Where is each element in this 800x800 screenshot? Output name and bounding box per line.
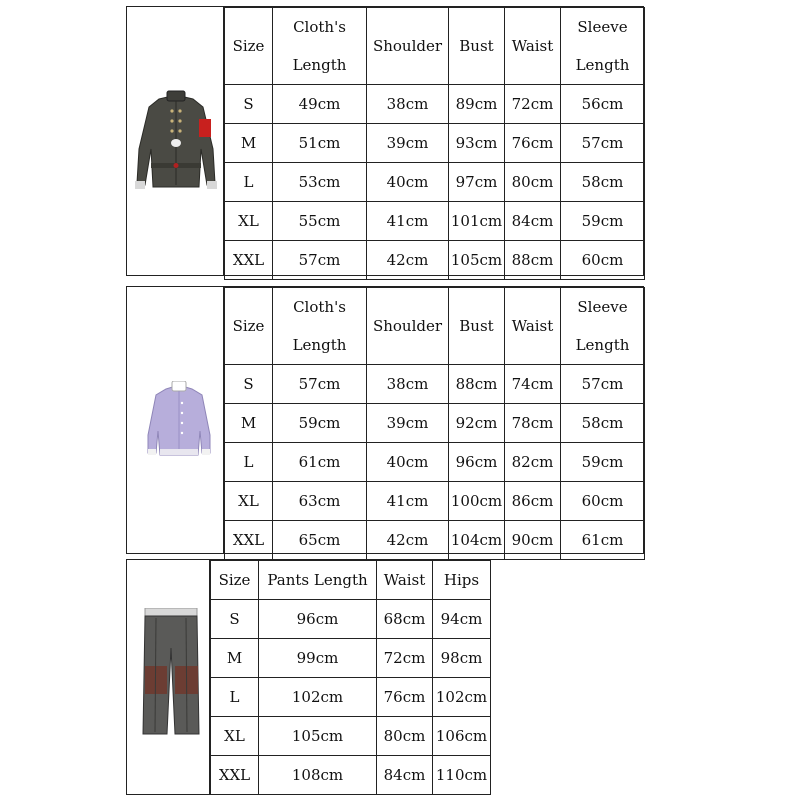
table-row xyxy=(211,756,491,795)
waist-cell: 74cm xyxy=(505,365,561,404)
size-table xyxy=(224,7,645,280)
sleeve-length-cell: 58cm xyxy=(561,163,645,202)
shoulder-cell: 41cm xyxy=(367,482,449,521)
hips-cell: 98cm xyxy=(433,639,491,678)
sleeve-length-cell: 57cm xyxy=(561,124,645,163)
cloth-length-cell: 53cm xyxy=(273,163,367,202)
waist-cell: 80cm xyxy=(377,717,433,756)
shoulder-cell: 38cm xyxy=(367,85,449,124)
bust-cell: 88cm xyxy=(449,365,505,404)
table-row xyxy=(225,163,645,202)
header-waist: Waist xyxy=(505,288,561,365)
shoulder-cell: 42cm xyxy=(367,241,449,280)
size-table xyxy=(224,287,645,560)
header-hips: Hips xyxy=(433,561,491,600)
sleeve-length-cell: 56cm xyxy=(561,85,645,124)
table-row xyxy=(225,443,645,482)
table-row xyxy=(211,678,491,717)
bust-cell: 89cm xyxy=(449,85,505,124)
table-row xyxy=(225,365,645,404)
waist-cell: 80cm xyxy=(505,163,561,202)
header-sleeve-length: Sleeve Length xyxy=(561,8,645,85)
table-row xyxy=(225,85,645,124)
sleeve-length-cell: 60cm xyxy=(561,482,645,521)
table-row xyxy=(225,124,645,163)
shoulder-cell: 38cm xyxy=(367,365,449,404)
sleeve-length-cell: 57cm xyxy=(561,365,645,404)
header-size: Size xyxy=(211,561,259,600)
size-cell: S xyxy=(225,365,273,404)
header-bust: Bust xyxy=(449,288,505,365)
shoulder-cell: 42cm xyxy=(367,521,449,560)
bust-cell: 97cm xyxy=(449,163,505,202)
header-row xyxy=(211,561,491,600)
table-row xyxy=(225,404,645,443)
bust-cell: 92cm xyxy=(449,404,505,443)
bust-cell: 101cm xyxy=(449,202,505,241)
waist-cell: 76cm xyxy=(505,124,561,163)
size-cell: M xyxy=(225,404,273,443)
pants-length-cell: 99cm xyxy=(259,639,377,678)
cloth-length-cell: 49cm xyxy=(273,85,367,124)
hips-cell: 106cm xyxy=(433,717,491,756)
table-row xyxy=(225,202,645,241)
product-image-cell xyxy=(127,287,224,553)
waist-cell: 72cm xyxy=(377,639,433,678)
table-row xyxy=(211,639,491,678)
product-image-cell xyxy=(127,7,224,275)
size-cell: XXL xyxy=(225,521,273,560)
cloth-length-cell: 63cm xyxy=(273,482,367,521)
pants-length-cell: 105cm xyxy=(259,717,377,756)
size-cell: S xyxy=(211,600,259,639)
header-cloth-length: Cloth's Length xyxy=(273,8,367,85)
size-cell: XXL xyxy=(225,241,273,280)
header-size: Size xyxy=(225,8,273,85)
header-bust: Bust xyxy=(449,8,505,85)
sleeve-length-cell: 58cm xyxy=(561,404,645,443)
cloth-length-cell: 57cm xyxy=(273,241,367,280)
header-sleeve-length: Sleeve Length xyxy=(561,288,645,365)
hips-cell: 94cm xyxy=(433,600,491,639)
size-cell: M xyxy=(211,639,259,678)
table-row xyxy=(211,600,491,639)
sleeve-length-cell: 60cm xyxy=(561,241,645,280)
size-cell: XXL xyxy=(211,756,259,795)
shoulder-cell: 39cm xyxy=(367,124,449,163)
sleeve-length-cell: 59cm xyxy=(561,443,645,482)
pants-length-cell: 108cm xyxy=(259,756,377,795)
waist-cell: 86cm xyxy=(505,482,561,521)
size-cell: XL xyxy=(225,482,273,521)
cloth-length-cell: 57cm xyxy=(273,365,367,404)
sleeve-length-cell: 61cm xyxy=(561,521,645,560)
waist-cell: 82cm xyxy=(505,443,561,482)
header-pants-length: Pants Length xyxy=(259,561,377,600)
bust-cell: 100cm xyxy=(449,482,505,521)
hips-cell: 110cm xyxy=(433,756,491,795)
table-row xyxy=(225,521,645,560)
header-shoulder: Shoulder xyxy=(367,8,449,85)
size-chart-jacket-lavender xyxy=(126,286,644,554)
size-cell: S xyxy=(225,85,273,124)
bust-cell: 105cm xyxy=(449,241,505,280)
size-chart-pants xyxy=(126,559,491,795)
bust-cell: 96cm xyxy=(449,443,505,482)
lavender-jacket-icon xyxy=(144,381,214,461)
size-cell: XL xyxy=(211,717,259,756)
cloth-length-cell: 65cm xyxy=(273,521,367,560)
bust-cell: 104cm xyxy=(449,521,505,560)
product-image-cell xyxy=(127,560,210,794)
shoulder-cell: 40cm xyxy=(367,443,449,482)
table-row xyxy=(225,482,645,521)
waist-cell: 84cm xyxy=(377,756,433,795)
header-row xyxy=(225,8,645,85)
size-cell: XL xyxy=(225,202,273,241)
size-chart-jacket-dark xyxy=(126,6,644,276)
header-row xyxy=(225,288,645,365)
header-size: Size xyxy=(225,288,273,365)
waist-cell: 88cm xyxy=(505,241,561,280)
bust-cell: 93cm xyxy=(449,124,505,163)
cloth-length-cell: 59cm xyxy=(273,404,367,443)
pants-length-cell: 96cm xyxy=(259,600,377,639)
cloth-length-cell: 51cm xyxy=(273,124,367,163)
waist-cell: 84cm xyxy=(505,202,561,241)
size-table xyxy=(210,560,491,795)
shoulder-cell: 39cm xyxy=(367,404,449,443)
grey-pants-icon xyxy=(141,608,201,738)
pants-length-cell: 102cm xyxy=(259,678,377,717)
table-row xyxy=(211,717,491,756)
hips-cell: 102cm xyxy=(433,678,491,717)
dark-military-jacket-icon xyxy=(131,87,221,197)
header-cloth-length: Cloth's Length xyxy=(273,288,367,365)
header-shoulder: Shoulder xyxy=(367,288,449,365)
waist-cell: 78cm xyxy=(505,404,561,443)
cloth-length-cell: 55cm xyxy=(273,202,367,241)
waist-cell: 76cm xyxy=(377,678,433,717)
cloth-length-cell: 61cm xyxy=(273,443,367,482)
waist-cell: 72cm xyxy=(505,85,561,124)
shoulder-cell: 41cm xyxy=(367,202,449,241)
size-cell: L xyxy=(225,163,273,202)
waist-cell: 90cm xyxy=(505,521,561,560)
header-waist: Waist xyxy=(505,8,561,85)
waist-cell: 68cm xyxy=(377,600,433,639)
sleeve-length-cell: 59cm xyxy=(561,202,645,241)
shoulder-cell: 40cm xyxy=(367,163,449,202)
size-cell: M xyxy=(225,124,273,163)
size-cell: L xyxy=(225,443,273,482)
header-waist: Waist xyxy=(377,561,433,600)
table-row xyxy=(225,241,645,280)
size-cell: L xyxy=(211,678,259,717)
